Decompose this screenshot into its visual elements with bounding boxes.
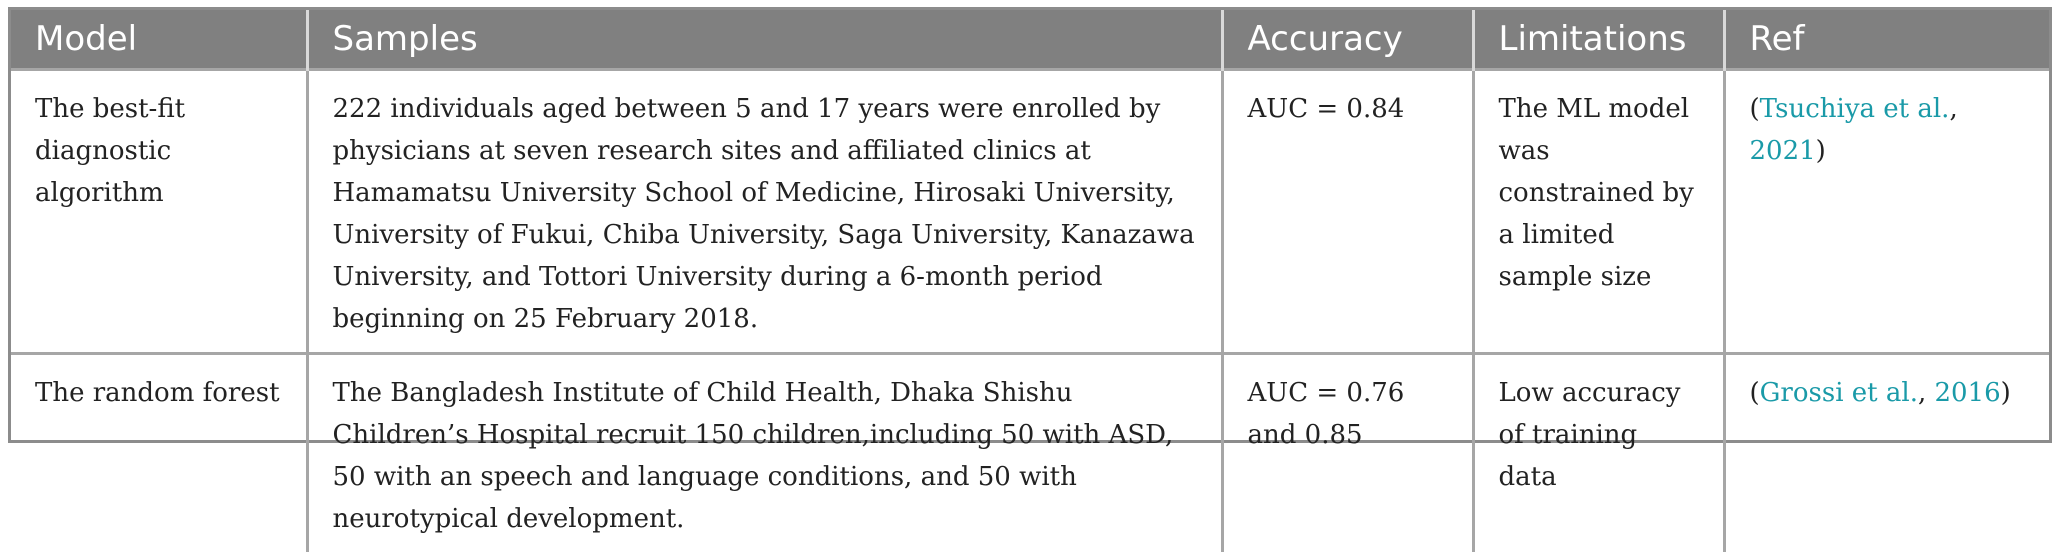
- ref-close: ): [1816, 136, 1826, 166]
- header-row: [11, 10, 2049, 70]
- cell-limitations: The ML model was constrained by a limited sample size: [1473, 70, 1724, 354]
- cell-limitations: Low accuracy of training data: [1473, 354, 1724, 552]
- column-header-accuracy: Accuracy: [1222, 10, 1473, 70]
- ref-author-link[interactable]: Grossi et al.: [1760, 378, 1918, 408]
- ref-separator: ,: [1949, 94, 1957, 124]
- data-table: [8, 7, 2052, 443]
- ref-open: (: [1750, 378, 1760, 408]
- ref-close: ): [2001, 378, 2011, 408]
- cell-accuracy: AUC = 0.84: [1222, 70, 1473, 354]
- column-header-ref: Ref: [1724, 10, 2049, 70]
- ref-year-link[interactable]: 2021: [1750, 136, 1816, 166]
- cell-samples: 222 individuals aged between 5 and 17 years were enrolled by physicians at seven research sites and affiliated clinics at Hamamatsu University School of Medicine, Hirosaki University, University of Fukui, Chiba University, Saga University, Kanazawa University, and Tottori University during a 6-month period beginning on 25 February 2018.: [307, 70, 1222, 354]
- cell-model: The random forest: [11, 354, 307, 552]
- table-row: [11, 354, 2049, 552]
- table-row: [11, 70, 2049, 354]
- cell-accuracy: AUC = 0.76 and 0.85: [1222, 354, 1473, 552]
- cell-samples: The Bangladesh Institute of Child Health, Dhaka Shishu Children’s Hospital recruit 150 children,including 50 with ASD, 50 with an speech and language conditions, and 50 with neurotypical development.: [307, 354, 1222, 552]
- cell-model: The best-fit diagnostic algorithm: [11, 70, 307, 354]
- cell-ref: [1724, 70, 2049, 354]
- ref-author-link[interactable]: Tsuchiya et al.: [1760, 94, 1950, 124]
- column-header-samples: Samples: [307, 10, 1222, 70]
- column-header-model: Model: [11, 10, 307, 70]
- cell-ref: [1724, 354, 2049, 552]
- ref-open: (: [1750, 94, 1760, 124]
- column-header-limitations: Limitations: [1473, 10, 1724, 70]
- ref-year-link[interactable]: 2016: [1935, 378, 2001, 408]
- ref-separator: ,: [1918, 378, 1935, 408]
